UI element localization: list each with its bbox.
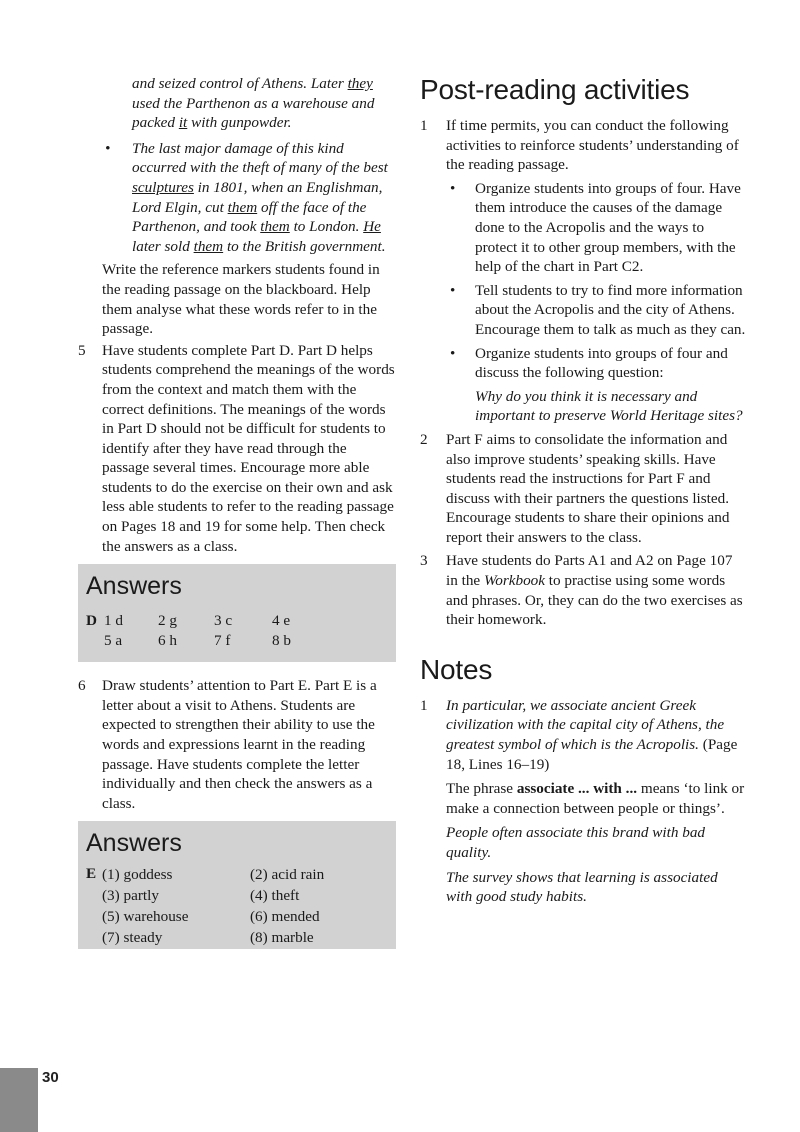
example-sentence: People often associate this brand with bad quality. [446,824,706,861]
numbered-item-2: 2 Part F aims to consolidate the information and also improve students’ speaking skills. Have students read the instructions for Part F and discuss with their partners the questions listed. Encourage students to share their opinions and report their answers to the class. [420,430,730,546]
answers-box-e [78,821,396,949]
bullet-icon: • [105,139,111,157]
bullet-item: • Organize students into groups of four and discuss the following question: Why do you think it is necessary and important to preserve World Heritage sites? [420,344,746,426]
bullet-item: • The last major damage of this kind occurred with the theft of many of the best sculptures in 1801, when an Englishman, Lord Elgin, cut them off the face of the Parthenon, and took them to London. He later sold them to the British government. [105,139,388,255]
numbered-item-6: 6 Draw students’ attention to Part E. Part E is a letter about a visit to Athens. Students are expected to strengthen their ability to use the words and expressions learnt in the reading passage. Have students complete the letter individually and then check the answers as a class. [78,677,377,812]
numbered-item-1: 1 If time permits, you can conduct the following activities to reinforce students’ understanding of the reading passage. [420,117,739,174]
answers-box-d [78,564,396,662]
answers-title: Answers [86,572,182,601]
section-heading: Post-reading activities [420,74,690,105]
continued-bullet: and seized control of Athens. Later they used the Parthenon as a warehouse and packed it with gunpowder. [132,75,375,132]
right-column [420,74,746,907]
page-tab [0,1068,38,1132]
bullet-item: • Tell students to try to find more information about the Acropolis and the city of Athens. Encourage them to talk as much as they can. [450,281,746,338]
paragraph: Write the reference markers students found in the reading passage on the blackboard. Help them analyse what these words refer to in the passage. [102,261,380,338]
numbered-item-5: 5 Have students complete Part D. Part D helps students comprehend the meanings of the words from the context and match them with the correct definitions. The meanings of the words in Part D should not be difficult for students to identify after they have read through the passage several times. Encourage more able students to do the exercise on their own and ask less able students to refer to the reading passage on Pages 18 and 19 for some help. Then check the answers as a class. [78,341,395,555]
bullet-icon: • [450,179,456,197]
answers-table: D 1 d 2 g 3 c 4 e 5 a 6 h 7 f 8 b [86,612,291,650]
discussion-question: Why do you think it is necessary and important to preserve World Heritage sites? [475,387,743,425]
bullet-icon: • [450,281,456,299]
answers-table: E (1) goddess (2) acid rain (3) partly (4) theft (5) warehouse (6) mended (7) steady (8) marble [86,865,325,947]
bullet-item: • Organize students into groups of four. Have them introduce the causes of the damage done to the Acropolis and the ways to protect it to other group members, with the help of the chart in Part C2. [450,179,741,276]
example-sentence: The survey shows that learning is associated with good study habits. [446,868,718,906]
notes-heading: Notes [420,653,493,685]
left-column [78,74,396,949]
answers-title: Answers [86,829,182,858]
page-number: 30 [42,1069,59,1086]
bullet-icon: • [450,344,456,362]
numbered-item-3: 3 Have students do Parts A1 and A2 on Page 107 in the Workbook to practise using some words and phrases. Or, they can do the two exercises as their homework. [420,552,743,629]
note-explanation: The phrase associate ... with ... means ‘to link or make a connection between people or things’. [446,780,745,817]
note-item-1: 1 In particular, we associate ancient Greek civilization with the capital city of Athens, the greatest symbol of which is the Acropolis. (Page 18, Lines 16–19) The phrase associate ... with ... means ‘to link or make a connection between people or things’. People often associate this brand with bad quality. The survey shows that learning is associated with good study habits. [420,696,745,906]
